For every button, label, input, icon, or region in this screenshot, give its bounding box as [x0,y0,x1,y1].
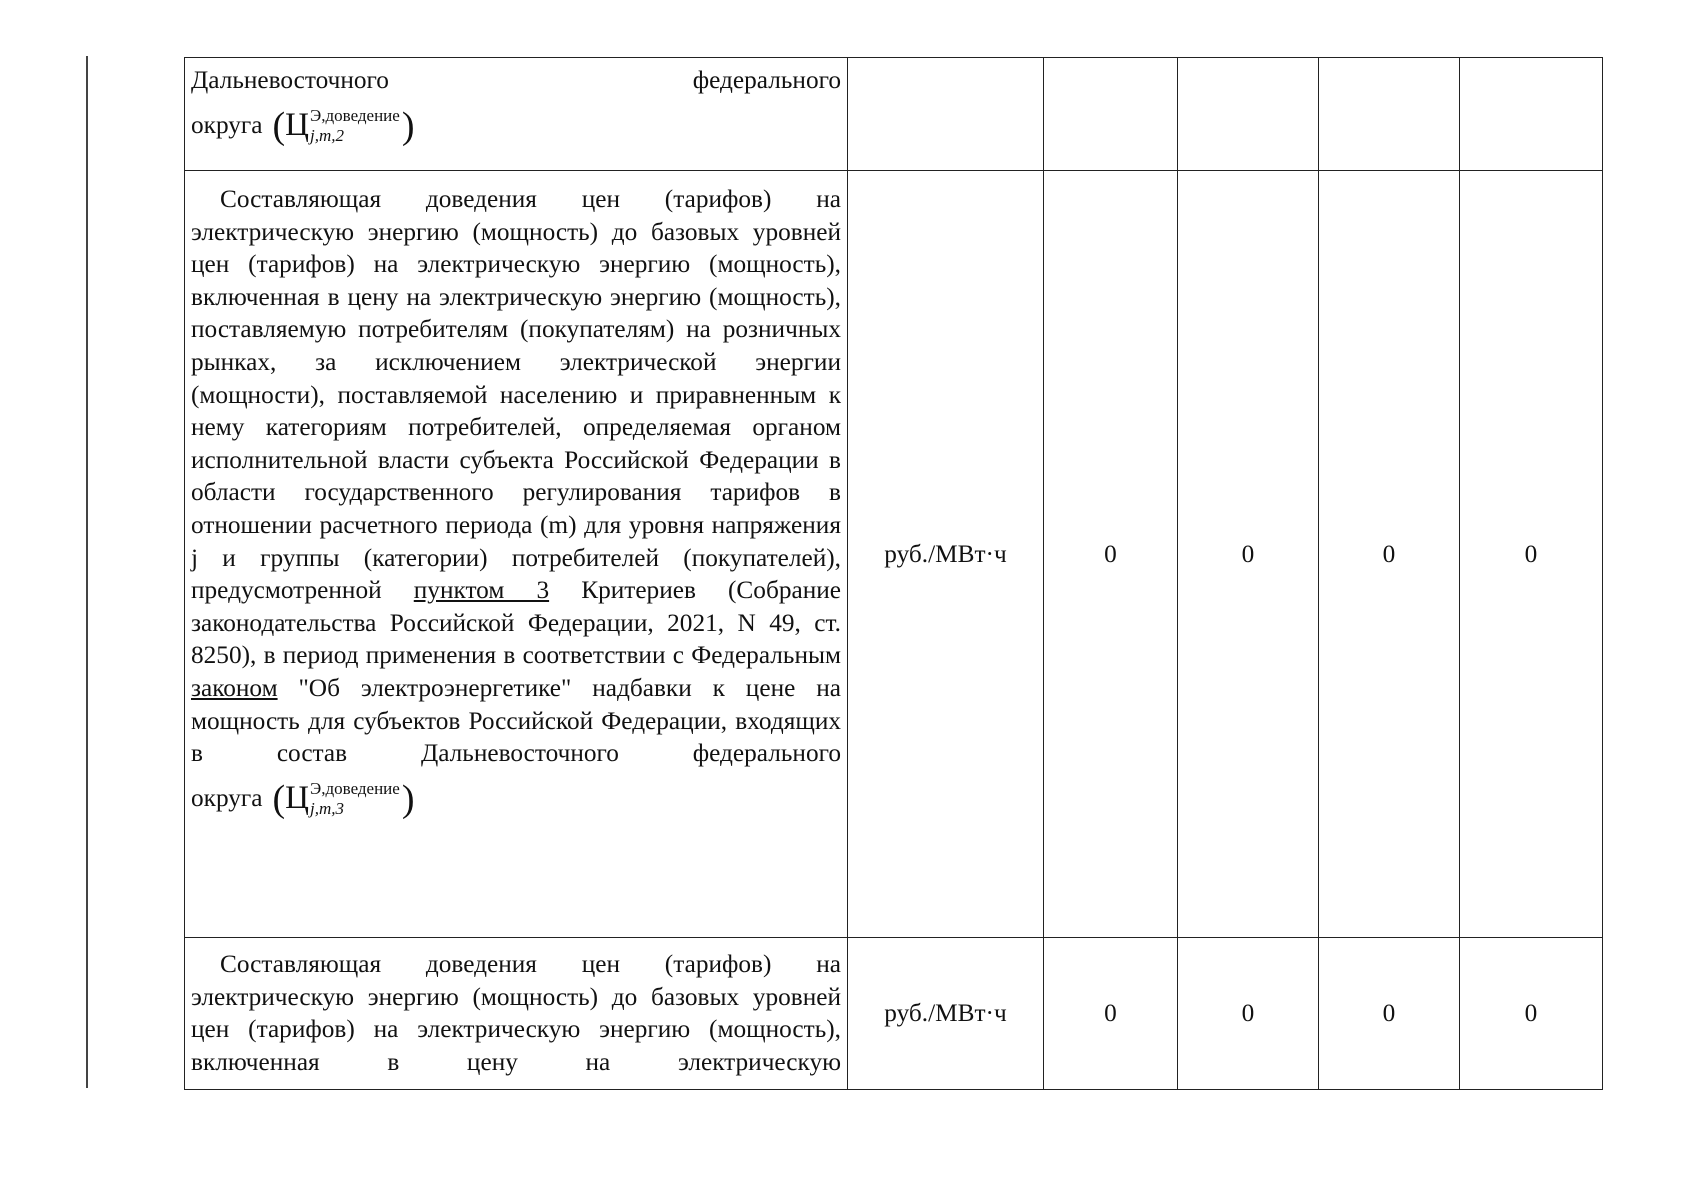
value-cell: 0 [1460,171,1603,938]
value-cell: 0 [1044,938,1178,1090]
formula-line [191,97,841,155]
formula: ( Ц Э,доведение j,m,3 ) [272,777,415,820]
link-point-3[interactable]: пунктом 3 [413,576,550,605]
tail-word: округа [191,784,263,813]
value-cell [1319,58,1460,171]
formula-subscript: j,m,2 [310,125,345,145]
unit-cell: руб./МВт·ч [848,938,1044,1090]
unit-cell [848,58,1044,171]
table-row [185,58,1603,171]
formula-superscript: Э,доведение [310,778,400,798]
formula-superscript: Э,доведение [310,105,400,125]
value-cell: 0 [1044,171,1178,938]
value-cell [1178,58,1319,171]
formula-symbol: Ц [285,780,310,817]
value-cell: 0 [1319,938,1460,1090]
row-description [185,58,848,171]
value-cell: 0 [1319,171,1460,938]
table-row [185,938,1603,1090]
tail-word: округа [191,111,263,140]
table-row [185,171,1603,938]
tariff-table [184,57,1603,1090]
description-text: Дальневосточного федерального [191,66,841,94]
value-cell [1460,58,1603,171]
description-clip [191,948,841,1085]
formula-subscript: j,m,3 [310,798,345,818]
formula-line [191,770,841,828]
value-cell: 0 [1178,171,1319,938]
description-text: Составляющая доведения цен (тарифов) на электрическую энергию (мощность) до базовых уровней цен (тарифов) на электрическую энергию (мощность), включенная в цену на электрическую энергию (мощность), поставляемую потребителям (покупателям) на розничных рынках, за исключением электрической энергии (мощности), поставляемой населению и приравненным к нему категориям потребителей, определяемая органом исполнительной власти субъекта Российской Федерации в области государственного регулирования тарифов в отношении расчетного периода (m) для уровня напряжения j и группы (категории) потребителей (покупателей), предусмотренной пунктом 3 Критериев (Собрание законодательства Российской Федерации, 2021, N 49, ст. 8250), в период применения в соответствии с Федеральным законом "Об электроэнергетике" надбавки к цене на мощность для субъектов Российской Федерации, входящих в состав Дальневосточного федерального [191,185,841,768]
row-description [185,938,848,1090]
formula: ( Ц Э,доведение j,m,2 ) [272,104,415,147]
unit-cell: руб./МВт·ч [848,171,1044,938]
link-law[interactable]: законом [191,673,278,702]
formula-symbol: Ц [285,107,310,144]
description-text: Составляющая доведения цен (тарифов) на электрическую энергию (мощность) до базовых уровней цен (тарифов) на электрическую энергию (мощность), включенная в цену на электрическую [191,950,841,1076]
value-cell: 0 [1178,938,1319,1090]
row-description [185,171,848,938]
value-cell [1044,58,1178,171]
margin-rule [86,56,88,1088]
value-cell: 0 [1460,938,1603,1090]
